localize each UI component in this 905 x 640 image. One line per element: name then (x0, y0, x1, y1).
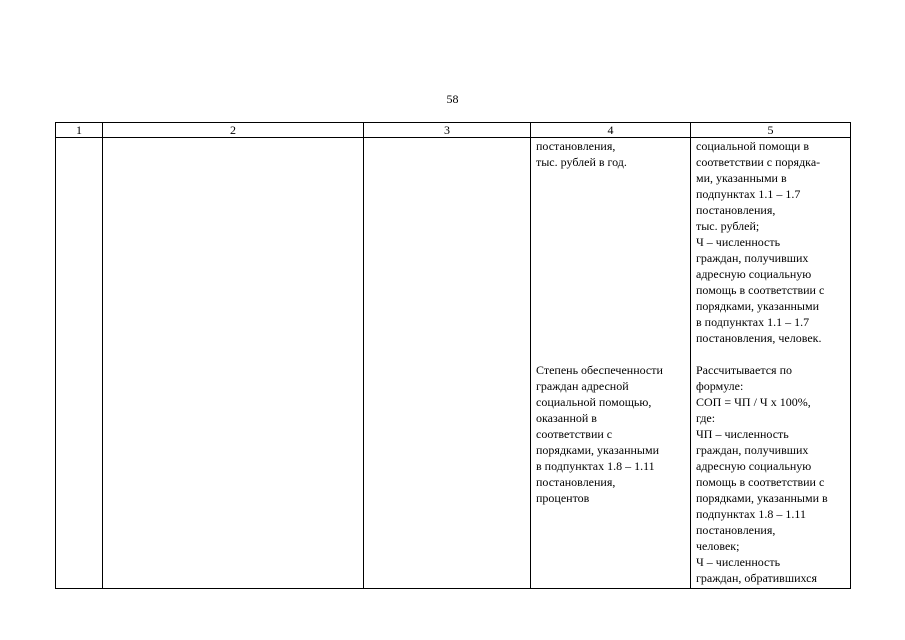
text-line: помощь в соответствии с (696, 475, 825, 489)
cell-col-5 (691, 138, 851, 589)
text-line: адресную социальную (696, 267, 812, 281)
text-line: порядками, указанными (696, 299, 819, 313)
text-line: граждан адресной (536, 379, 629, 393)
text-line: ми, указанными в (696, 171, 787, 185)
text-line: граждан, получивших (696, 251, 809, 265)
text-line: человек; (696, 539, 740, 553)
text-line: соответствии с порядка- (696, 155, 821, 169)
text-line: соответствии с (536, 427, 613, 441)
col4-block2 (536, 362, 690, 506)
cell-col-1 (56, 138, 103, 589)
text-line: тыс. рублей в год. (536, 155, 627, 169)
cell-col-3 (364, 138, 531, 589)
column-header-1: 1 (56, 123, 103, 138)
text-line: граждан, обратившихся (696, 571, 818, 585)
col5-block2 (696, 362, 850, 586)
text-line: тыс. рублей; (696, 219, 760, 233)
text-line: в подпунктах 1.1 – 1.7 (696, 315, 810, 329)
text-line: в подпунктах 1.8 – 1.11 (536, 459, 655, 473)
text-line: постановления, (696, 203, 776, 217)
text-line: подпунктах 1.1 – 1.7 (696, 187, 801, 201)
column-header-5: 5 (691, 123, 851, 138)
text-line: формуле: (696, 379, 744, 393)
page-number: 58 (446, 92, 459, 106)
text-line: где: (696, 411, 716, 425)
text-line: оказанной в (536, 411, 597, 425)
cell-col-4 (531, 138, 691, 589)
table-header-row (56, 123, 851, 138)
col4-block1 (536, 138, 690, 170)
text-line: адресную социальную (696, 459, 812, 473)
text-line: Ч – численность (696, 555, 781, 569)
col5-block1 (696, 138, 850, 346)
text-line: СОП = ЧП / Ч х 100%, (696, 395, 811, 409)
cell-col-2 (103, 138, 364, 589)
text-line: граждан, получивших (696, 443, 809, 457)
text-line: Рассчитывается по (696, 363, 792, 377)
table-row (56, 138, 851, 589)
text-line: постановления, человек. (696, 331, 822, 345)
text-line: порядками, указанными в (696, 491, 828, 505)
text-line: подпунктах 1.8 – 1.11 (696, 507, 806, 521)
column-header-4: 4 (531, 123, 691, 138)
text-line: Степень обеспеченности (536, 363, 663, 377)
column-header-3: 3 (364, 123, 531, 138)
text-line: помощь в соответствии с (696, 283, 825, 297)
text-line: постановления, (536, 139, 616, 153)
text-line: постановления, (536, 475, 616, 489)
text-line: Ч – численность (696, 235, 781, 249)
text-line: социальной помощи в (696, 139, 810, 153)
text-line: порядками, указанными (536, 443, 659, 457)
text-line: постановления, (696, 523, 776, 537)
text-line: ЧП – численность (696, 427, 789, 441)
document-table (55, 122, 851, 589)
column-header-2: 2 (103, 123, 364, 138)
text-line: процентов (536, 491, 590, 505)
text-line: социальной помощью, (536, 395, 652, 409)
